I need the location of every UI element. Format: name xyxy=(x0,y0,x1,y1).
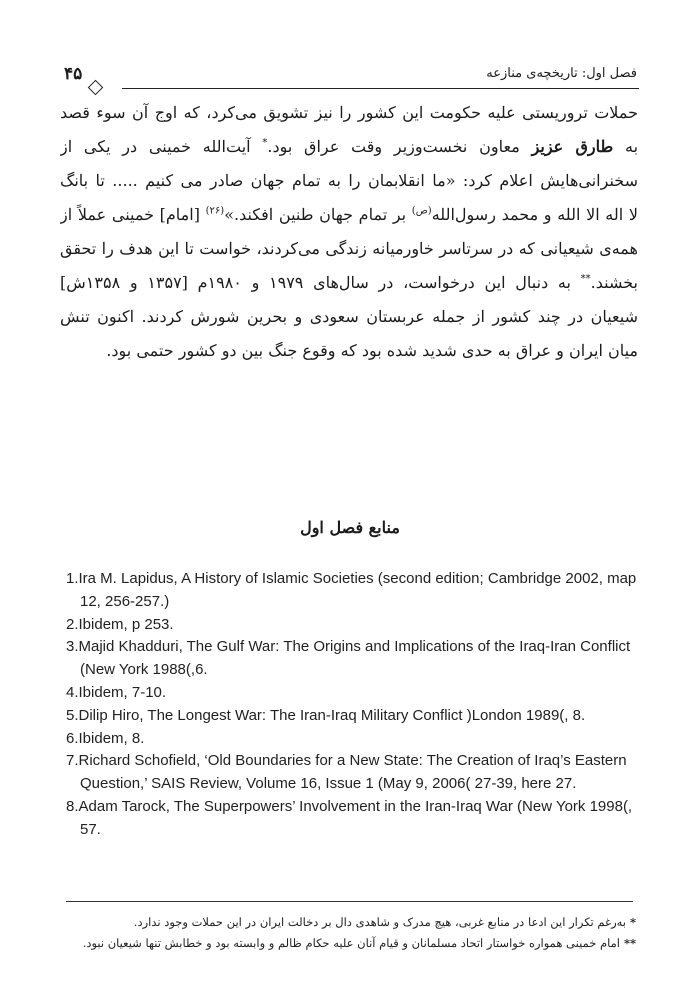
reference-item: 8.Adam Tarock, The Superpowers’ Involvement in the Iran-Iraq War (New York 1998(, 57. xyxy=(66,797,633,838)
footnote xyxy=(66,912,636,933)
reference-item: 3.Majid Khadduri, The Gulf War: The Origins and Implications of the Iraq-Iran Conflict (New York 1988(,6. xyxy=(66,638,631,679)
footnote xyxy=(66,933,636,954)
footnote-mark: * xyxy=(629,915,636,929)
superscript: (ص) xyxy=(411,205,432,217)
footnote-text: به‌رغم تکرار این ادعا در منابع غربی، هیچ مدرک و شاهدی دال بر دخالت ایران در این حملات وجود ندارد. xyxy=(133,915,626,929)
body-line: شیعیان در چند کشور از جمله عربستان سعودی و بحرین شورش کردند. اکنون تنش xyxy=(60,307,638,326)
citation-marker: (۲۶) xyxy=(205,205,225,217)
header-rule xyxy=(122,88,639,89)
body-line: میان ایران و عراق به حدی شدید شده بود که وقوع جنگ بین دو کشور حتمی بود. xyxy=(106,341,638,360)
references-list xyxy=(66,568,646,842)
body-line: بخشند.** به دنبال این درخواست، در سال‌های ۱۹۷۹ و ۱۹۸۰م [۱۳۵۷ و ۱۳۵۸ش] xyxy=(60,273,638,292)
body-line: به طارق عزیز معاون نخست‌وزیر وقت عراق بود.* آیت‌الله خمینی در یکی از xyxy=(60,137,638,156)
reference-item: 4.Ibidem, 7-10. xyxy=(66,683,167,701)
body-line: لا اله الا الله و محمد رسول‌الله$^{(ص)}$ بر تمام جهان طنین افکند.»$^{(۲۶)}$ [امام] خمینی عملاً از xyxy=(60,205,638,224)
footnote-text: امام خمینی همواره خواستار اتحاد مسلمانان و قیام آنان علیه حکام ظالم و وابسته بود و خطابش تنها شیعیان نبود. xyxy=(82,936,620,950)
body-line: حملات تروریستی علیه حکومت این کشور را نیز تشویق می‌کرد، که اوج آن سوء قصد xyxy=(60,103,638,122)
footnote-mark: ** xyxy=(623,936,636,950)
reference-item: 2.Ibidem, p 253. xyxy=(66,615,174,633)
footnote-rule xyxy=(66,901,633,902)
diamond-ornament-icon xyxy=(88,80,104,96)
reference-item: 6.Ibidem, 8. xyxy=(66,729,145,747)
highlighted-name: طارق عزیز xyxy=(531,137,614,156)
footnote-marker: * xyxy=(262,137,268,149)
body-paragraph xyxy=(60,96,638,368)
footnotes xyxy=(66,912,636,954)
body-line: سخنرانی‌هایش اعلام کرد: «ما انقلابمان را به تمام جهان صادر می کنیم ..... تا بانگ xyxy=(60,171,638,190)
reference-item: 1.Ira M. Lapidus, A History of Islamic Societies (second edition; Cambridge 2002, map 12, 256-257.) xyxy=(66,570,637,610)
body-line: همه‌ی شیعیانی که در سرتاسر خاورمیانه زندگی می‌کردند، خواست تا این هدف را تحقق xyxy=(60,239,638,258)
page-number: ۴۵ xyxy=(64,64,83,84)
reference-item: 5.Dilip Hiro, The Longest War: The Iran-Iraq Military Conflict )London 1989(, 8. xyxy=(66,706,586,724)
footnote-marker: ** xyxy=(580,273,591,285)
references-title: منابع فصل اول xyxy=(300,518,400,537)
running-header xyxy=(62,60,639,90)
chapter-title: فصل اول: تاریخچه‌ی منازعه xyxy=(486,66,637,81)
reference-item: 7.Richard Schofield, ‘Old Boundaries for a New State: The Creation of Iraq’s Eastern Question,’ SAIS Review, Volume 16, Issue 1 (May 9, 2006( 27-39, here 27. xyxy=(66,752,627,793)
